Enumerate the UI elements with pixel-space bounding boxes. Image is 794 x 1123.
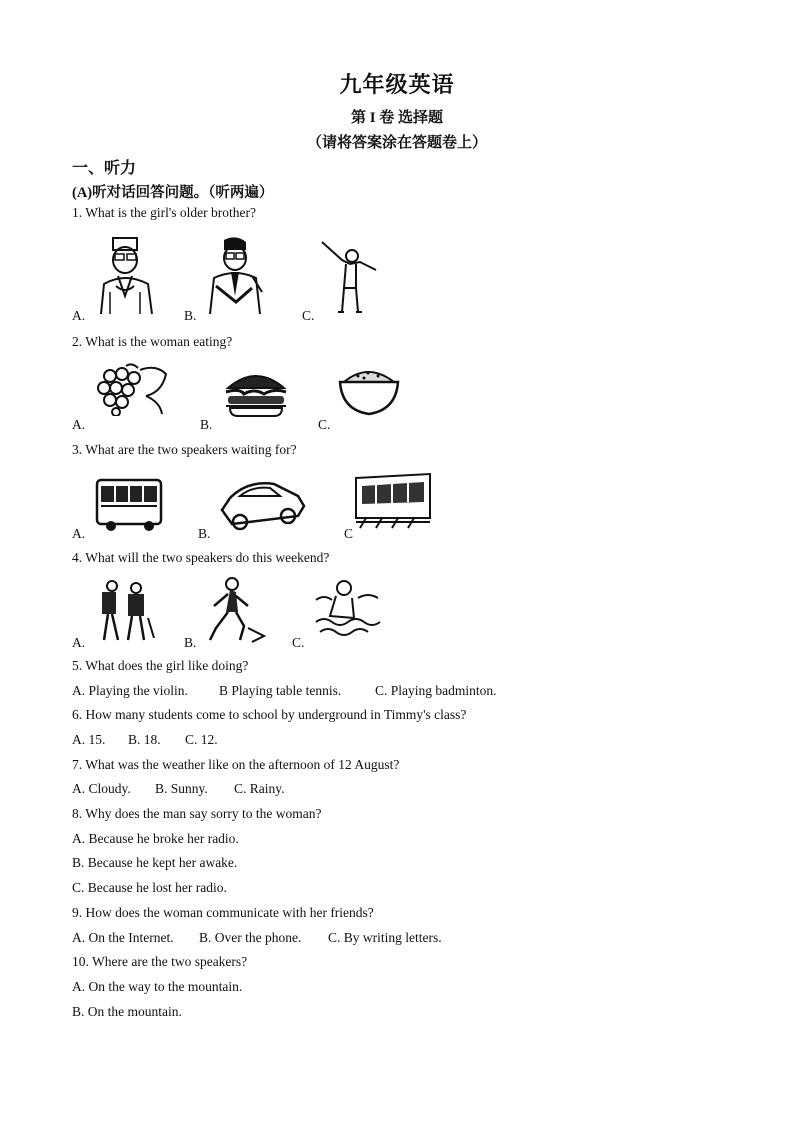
option-a: A. On the Internet. xyxy=(72,930,174,945)
teacher-icon xyxy=(206,236,264,316)
option-a: A. 15. xyxy=(72,732,106,747)
rice-bowl-icon xyxy=(338,364,400,418)
option-b: B. xyxy=(184,635,197,650)
option-c: C. Because he lost her radio. xyxy=(72,880,227,895)
option-b: B. xyxy=(200,417,213,432)
option-a: A. xyxy=(72,308,86,323)
option-b: B. Over the phone. xyxy=(199,930,302,945)
grapes-icon xyxy=(96,362,168,416)
instruction-note: （请将答案涂在答题卷上） xyxy=(306,135,487,151)
option-a: A. Cloudy. xyxy=(72,781,131,796)
option-a: A. xyxy=(72,635,86,650)
section-heading: 一、听力 xyxy=(72,160,137,177)
option-b: B. Because he kept her awake. xyxy=(72,855,238,870)
swimming-icon xyxy=(314,576,382,640)
option-c: C. 12. xyxy=(185,732,218,747)
option-c: C xyxy=(344,526,354,541)
option-a: A. xyxy=(72,417,86,432)
question-3: 3. What are the two speakers waiting for? xyxy=(72,442,297,457)
option-b: B. Sunny. xyxy=(155,781,208,796)
option-c: C. xyxy=(302,308,315,323)
option-c: C. xyxy=(292,635,305,650)
option-c: C. By writing letters. xyxy=(328,930,442,945)
hiking-icon xyxy=(96,578,156,642)
doctor-icon xyxy=(96,236,158,316)
option-c: C. xyxy=(318,417,331,432)
question-1: 1. What is the girl's older brother? xyxy=(72,205,257,220)
option-b: B. 18. xyxy=(128,732,161,747)
option-b: B. xyxy=(198,526,211,541)
question-6: 6. How many students come to school by underground in Timmy's class? xyxy=(72,707,467,722)
section-subheading: (A)听对话回答问题。（听两遍） xyxy=(72,185,274,201)
question-10: 10. Where are the two speakers? xyxy=(72,954,248,969)
option-b: B Playing table tennis. xyxy=(219,683,342,698)
question-4: 4. What will the two speakers do this weekend? xyxy=(72,550,330,565)
train-icon xyxy=(354,472,432,532)
bus-icon xyxy=(95,476,165,532)
car-icon xyxy=(218,474,308,534)
question-8: 8. Why does the man say sorry to the woman? xyxy=(72,806,322,821)
option-a: A. Because he broke her radio. xyxy=(72,831,239,846)
question-7: 7. What was the weather like on the afternoon of 12 August? xyxy=(72,757,400,772)
option-b: B. On the mountain. xyxy=(72,1004,182,1019)
question-9: 9. How does the woman communicate with her friends? xyxy=(72,905,374,920)
option-a: A. On the way to the mountain. xyxy=(72,979,243,994)
running-icon xyxy=(208,576,266,644)
dancer-icon xyxy=(320,240,380,316)
option-b: B. xyxy=(184,308,197,323)
option-a: A. Playing the violin. xyxy=(72,683,188,698)
page-title: 九年级英语 xyxy=(339,72,455,97)
option-a: A. xyxy=(72,526,86,541)
option-c: C. Rainy. xyxy=(234,781,285,796)
question-2: 2. What is the woman eating? xyxy=(72,334,233,349)
option-c: C. Playing badminton. xyxy=(375,683,497,698)
question-5: 5. What does the girl like doing? xyxy=(72,658,249,673)
hamburger-icon xyxy=(224,370,288,418)
part-title: 第 I 卷 选择题 xyxy=(350,110,444,126)
